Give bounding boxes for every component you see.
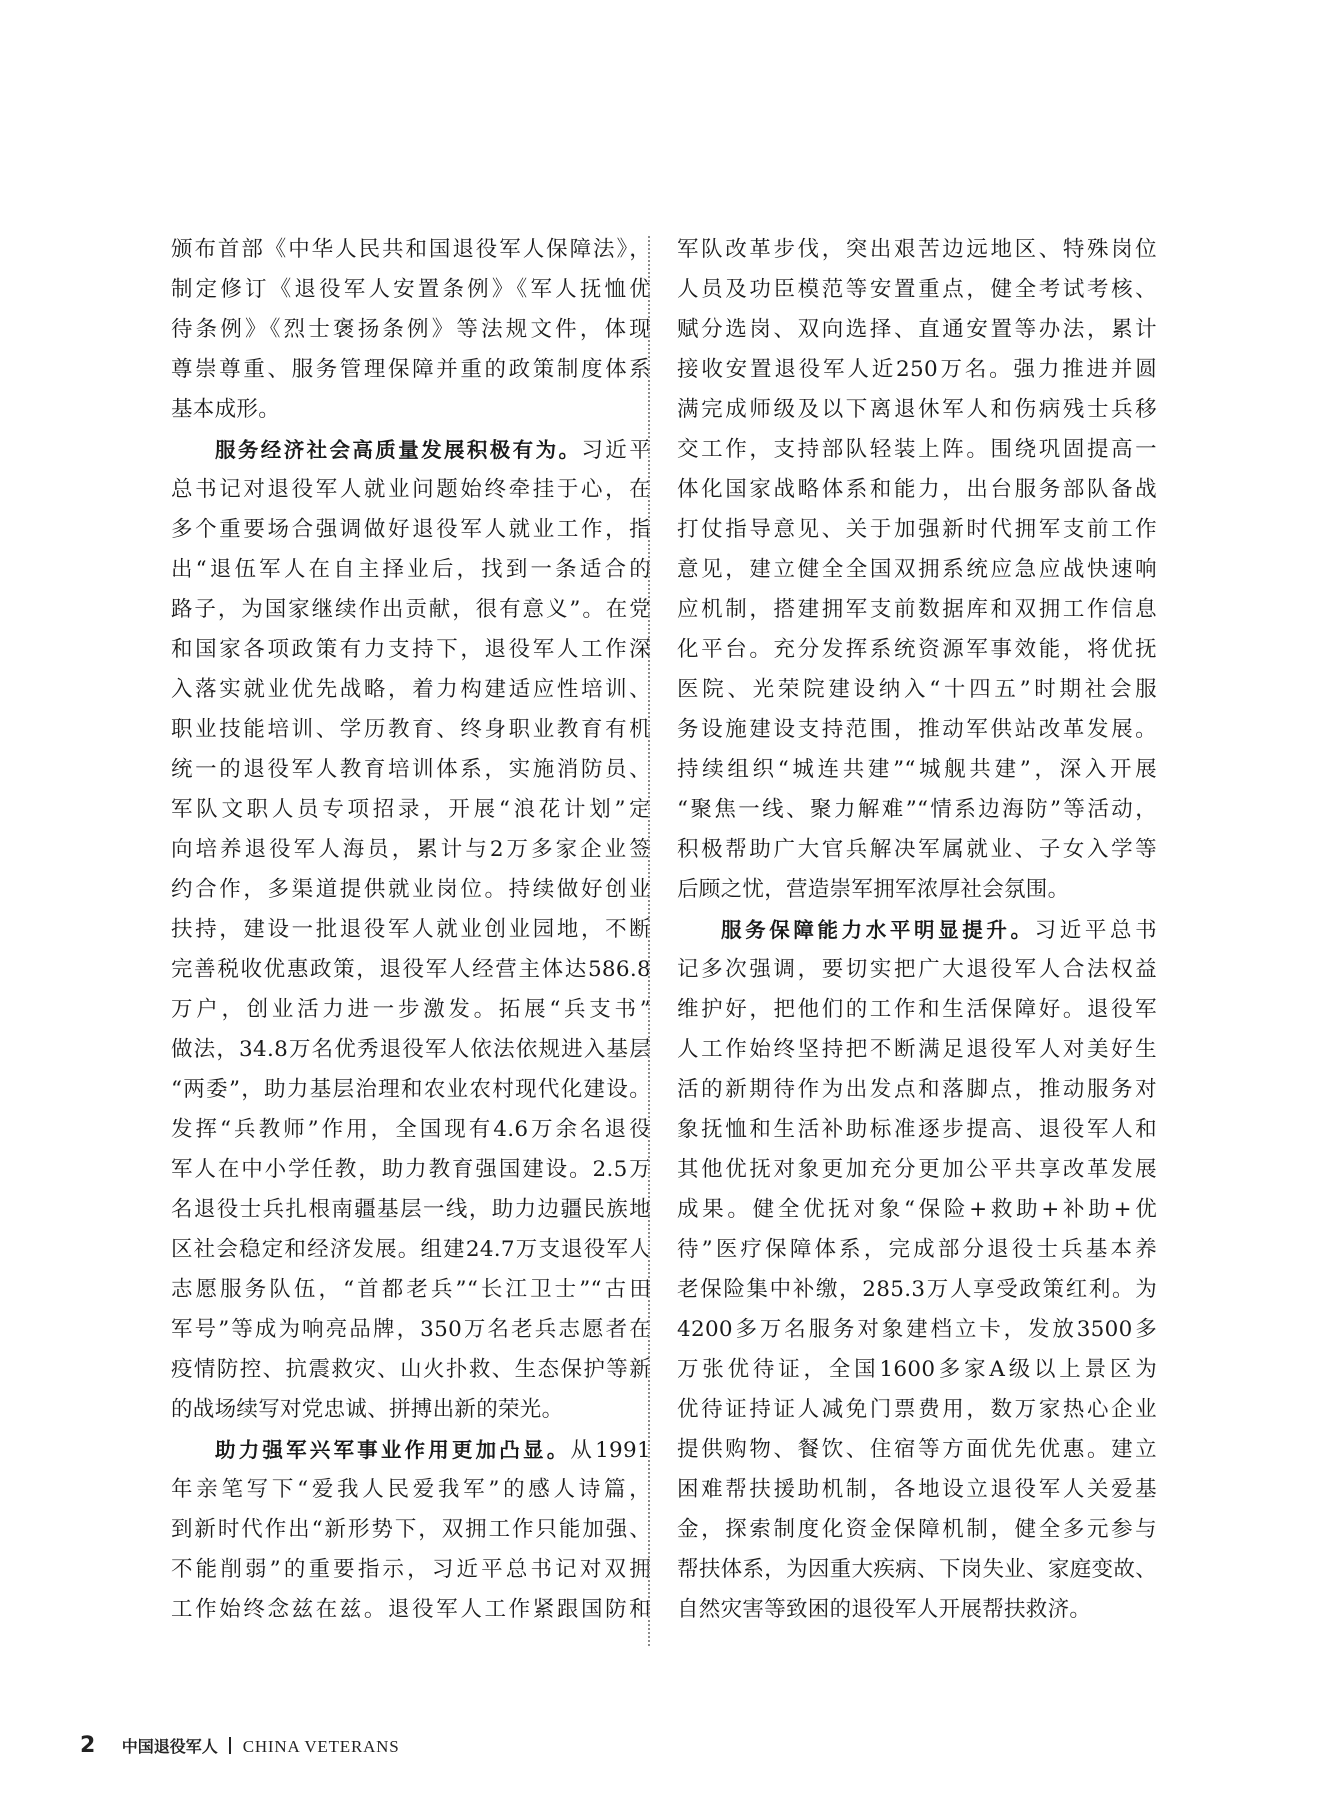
text-line (171, 990, 651, 1030)
body-text: 象抚恤和生活补助标准逐步提高、退役军人和 (677, 1117, 1157, 1142)
magazine-name: 中国退役军人 (121, 1737, 218, 1756)
text-line (171, 870, 651, 910)
body-text: 约合作，多渠道提供就业岗位。持续做好创业 (171, 877, 651, 902)
text-line (677, 950, 1157, 990)
body-text: 和国家各项政策有力支持下，退役军人工作深 (171, 637, 651, 662)
section-heading: 助力强军兴军事业作用更加凸显。 (215, 1438, 571, 1462)
text-line (677, 1190, 1157, 1230)
text-line (171, 270, 651, 310)
text-line (171, 710, 651, 750)
text-line (171, 1310, 651, 1350)
body-text: 年亲笔写下“爱我人民爱我军”的感人诗篇， (171, 1477, 651, 1502)
body-text: 职业技能培训、学历教育、终身职业教育有机 (171, 717, 651, 742)
body-text: 制定修订《退役军人安置条例》《军人抚恤优 (171, 277, 651, 302)
text-line (677, 310, 1157, 350)
text-line (171, 1270, 651, 1310)
text-line (171, 1030, 651, 1070)
text-line (171, 1230, 651, 1270)
text-line (171, 1070, 651, 1110)
body-text: 军队文职人员专项招录，开展“浪花计划”定 (171, 797, 651, 822)
body-text: 做法，34.8万名优秀退役军人依法依规进入基层 (171, 1037, 651, 1062)
body-text: 统一的退役军人教育培训体系，实施消防员、 (171, 757, 651, 782)
text-line (677, 910, 1157, 950)
text-line (677, 350, 1157, 390)
text-line (677, 870, 1157, 910)
text-line (677, 1270, 1157, 1310)
body-text: 军队改革步伐，突出艰苦边远地区、特殊岗位 (677, 237, 1157, 262)
body-text: 困难帮扶援助机制，各地设立退役军人关爱基 (677, 1477, 1157, 1502)
body-text: 应机制，搭建拥军支前数据库和双拥工作信息 (677, 597, 1157, 622)
body-text: 志愿服务队伍，“首都老兵”“长江卫士”“古田 (171, 1277, 651, 1302)
text-line (677, 830, 1157, 870)
text-line (171, 1350, 651, 1390)
body-text: 从1991 (570, 1438, 651, 1463)
body-text: 成果。健全优抚对象“保险+救助+补助+优 (677, 1197, 1157, 1222)
text-line (171, 950, 651, 990)
text-line (171, 1470, 651, 1510)
text-line (677, 1510, 1157, 1550)
body-text: 优待证持证人减免门票费用，数万家热心企业 (677, 1397, 1157, 1422)
body-text: 后顾之忧，营造崇军拥军浓厚社会氛围。 (677, 877, 1070, 902)
text-line (171, 1110, 651, 1150)
text-line (171, 750, 651, 790)
text-line (677, 790, 1157, 830)
body-text: 待条例》《烈士褒扬条例》等法规文件，体现 (171, 317, 651, 342)
body-text: 体化国家战略体系和能力，出台服务部队备战 (677, 477, 1157, 502)
section-heading: 服务经济社会高质量发展积极有为。 (215, 438, 582, 462)
body-text: 扶持，建设一批退役军人就业创业园地，不断 (171, 917, 651, 942)
text-line (171, 1550, 651, 1590)
body-text: 满完成师级及以下离退休军人和伤病残士兵移 (677, 397, 1157, 422)
body-text: 的战场续写对党忠诚、拼搏出新的荣光。 (171, 1397, 564, 1422)
body-text: 维护好，把他们的工作和生活保障好。退役军 (677, 997, 1157, 1022)
text-line (677, 1550, 1157, 1590)
text-line (171, 390, 651, 430)
body-text: 区社会稳定和经济发展。组建24.7万支退役军人 (171, 1237, 651, 1262)
text-line (677, 990, 1157, 1030)
body-text: 待”医疗保障体系，完成部分退役士兵基本养 (677, 1237, 1157, 1262)
body-text: 万户，创业活力进一步激发。拓展“兵支书” (171, 997, 651, 1022)
left-text-column (171, 230, 651, 1630)
text-line (677, 1470, 1157, 1510)
body-text: 持续组织“城连共建”“城舰共建”，深入开展 (677, 757, 1157, 782)
text-line (171, 630, 651, 670)
body-text: 多个重要场合强调做好退役军人就业工作，指 (171, 517, 651, 542)
text-line (171, 350, 651, 390)
text-line (171, 1190, 651, 1230)
text-line (677, 630, 1157, 670)
text-line (677, 1070, 1157, 1110)
body-text: 入落实就业优先战略，着力构建适应性培训、 (171, 677, 651, 702)
page-footer (80, 1731, 400, 1761)
text-line (677, 430, 1157, 470)
text-line (677, 1590, 1157, 1630)
text-line (171, 670, 651, 710)
text-line (677, 670, 1157, 710)
text-line (171, 1430, 651, 1470)
body-text: 习近平总书 (1034, 918, 1157, 943)
body-text: “两委”，助力基层治理和农业农村现代化建设。 (171, 1077, 651, 1102)
footer-separator (229, 1737, 231, 1754)
body-text: 化平台。充分发挥系统资源军事效能，将优抚 (677, 637, 1157, 662)
body-text: 到新时代作出“新形势下，双拥工作只能加强、 (171, 1517, 651, 1542)
body-text: 医院、光荣院建设纳入“十四五”时期社会服 (677, 677, 1157, 702)
body-text: 基本成形。 (171, 397, 281, 422)
text-line (677, 230, 1157, 270)
text-line (171, 1510, 651, 1550)
body-text: 人工作始终坚持把不断满足退役军人对美好生 (677, 1037, 1157, 1062)
text-line (171, 1150, 651, 1190)
text-line (677, 1310, 1157, 1350)
text-line (677, 1230, 1157, 1270)
text-line (171, 230, 651, 270)
body-text: 尊崇尊重、服务管理保障并重的政策制度体系 (171, 357, 651, 382)
body-text: 打仗指导意见、关于加强新时代拥军支前工作 (677, 517, 1157, 542)
text-line (171, 830, 651, 870)
body-text: 自然灾害等致困的退役军人开展帮扶救济。 (677, 1597, 1092, 1622)
right-text-column (677, 230, 1157, 1630)
text-line (677, 1430, 1157, 1470)
body-text: 路子，为国家继续作出贡献，很有意义”。在党 (171, 597, 651, 622)
text-line (677, 590, 1157, 630)
text-line (677, 1030, 1157, 1070)
text-line (677, 510, 1157, 550)
text-line (171, 550, 651, 590)
text-line (677, 710, 1157, 750)
body-text: 其他优抚对象更加充分更加公平共享改革发展 (677, 1157, 1157, 1182)
text-line (677, 390, 1157, 430)
body-text: 积极帮助广大官兵解决军属就业、子女入学等 (677, 837, 1157, 862)
section-heading: 服务保障能力水平明显提升。 (721, 918, 1035, 942)
text-line (677, 550, 1157, 590)
text-line (171, 430, 651, 470)
body-text: 活的新期待作为出发点和落脚点，推动服务对 (677, 1077, 1157, 1102)
body-text: 4200多万名服务对象建档立卡，发放3500多 (677, 1317, 1157, 1342)
body-text: 务设施建设支持范围，推动军供站改革发展。 (677, 717, 1157, 742)
body-text: 老保险集中补缴，285.3万人享受政策红利。为 (677, 1277, 1157, 1302)
text-line (677, 470, 1157, 510)
body-text: 工作始终念兹在兹。退役军人工作紧跟国防和 (171, 1597, 651, 1622)
text-line (171, 590, 651, 630)
text-line (171, 510, 651, 550)
body-text: 发挥“兵教师”作用，全国现有4.6万余名退役 (171, 1117, 651, 1142)
text-line (677, 270, 1157, 310)
body-text: 向培养退役军人海员，累计与2万多家企业签 (171, 837, 651, 862)
body-text: 金，探索制度化资金保障机制，健全多元参与 (677, 1517, 1157, 1542)
text-line (677, 1350, 1157, 1390)
text-line (677, 1110, 1157, 1150)
body-text: “聚焦一线、聚力解难”“情系边海防”等活动， (677, 797, 1157, 822)
body-text: 赋分选岗、双向选择、直通安置等办法，累计 (677, 317, 1157, 342)
text-line (171, 470, 651, 510)
magazine-english-name: CHINA VETERANS (242, 1737, 400, 1756)
body-text: 提供购物、餐饮、住宿等方面优先优惠。建立 (677, 1437, 1157, 1462)
body-text: 军人在中小学任教，助力教育强国建设。2.5万 (171, 1157, 651, 1182)
text-line (171, 1390, 651, 1430)
body-text: 交工作，支持部队轻装上阵。围绕巩固提高一 (677, 437, 1157, 462)
body-text: 完善税收优惠政策，退役军人经营主体达586.8 (171, 957, 651, 982)
body-text: 习近平 (581, 438, 651, 463)
body-text: 万张优待证，全国1600多家A级以上景区为 (677, 1357, 1157, 1382)
body-text: 军号”等成为响亮品牌，350万名老兵志愿者在 (171, 1317, 651, 1342)
text-line (171, 910, 651, 950)
body-text: 人员及功臣模范等安置重点，健全考试考核、 (677, 277, 1157, 302)
body-text: 总书记对退役军人就业问题始终牵挂于心，在 (171, 477, 651, 502)
body-text: 名退役士兵扎根南疆基层一线，助力边疆民族地 (171, 1197, 651, 1222)
body-text: 意见，建立健全全国双拥系统应急应战快速响 (677, 557, 1157, 582)
body-text: 帮扶体系，为因重大疾病、下岗失业、家庭变故、 (677, 1557, 1157, 1582)
page-number: 2 (80, 1733, 96, 1758)
text-line (677, 1150, 1157, 1190)
text-line (677, 750, 1157, 790)
body-text: 疫情防控、抗震救灾、山火扑救、生态保护等新 (171, 1357, 651, 1382)
body-text: 接收安置退役军人近250万名。强力推进并圆 (677, 357, 1157, 382)
column-divider (648, 236, 650, 1646)
text-line (171, 790, 651, 830)
body-text: 记多次强调，要切实把广大退役军人合法权益 (677, 957, 1157, 982)
body-text: 出“退伍军人在自主择业后，找到一条适合的 (171, 557, 651, 582)
body-text: 不能削弱”的重要指示，习近平总书记对双拥 (171, 1557, 651, 1582)
text-line (171, 1590, 651, 1630)
text-line (171, 310, 651, 350)
body-text: 颁布首部《中华人民共和国退役军人保障法》， (171, 237, 651, 262)
text-line (677, 1390, 1157, 1430)
